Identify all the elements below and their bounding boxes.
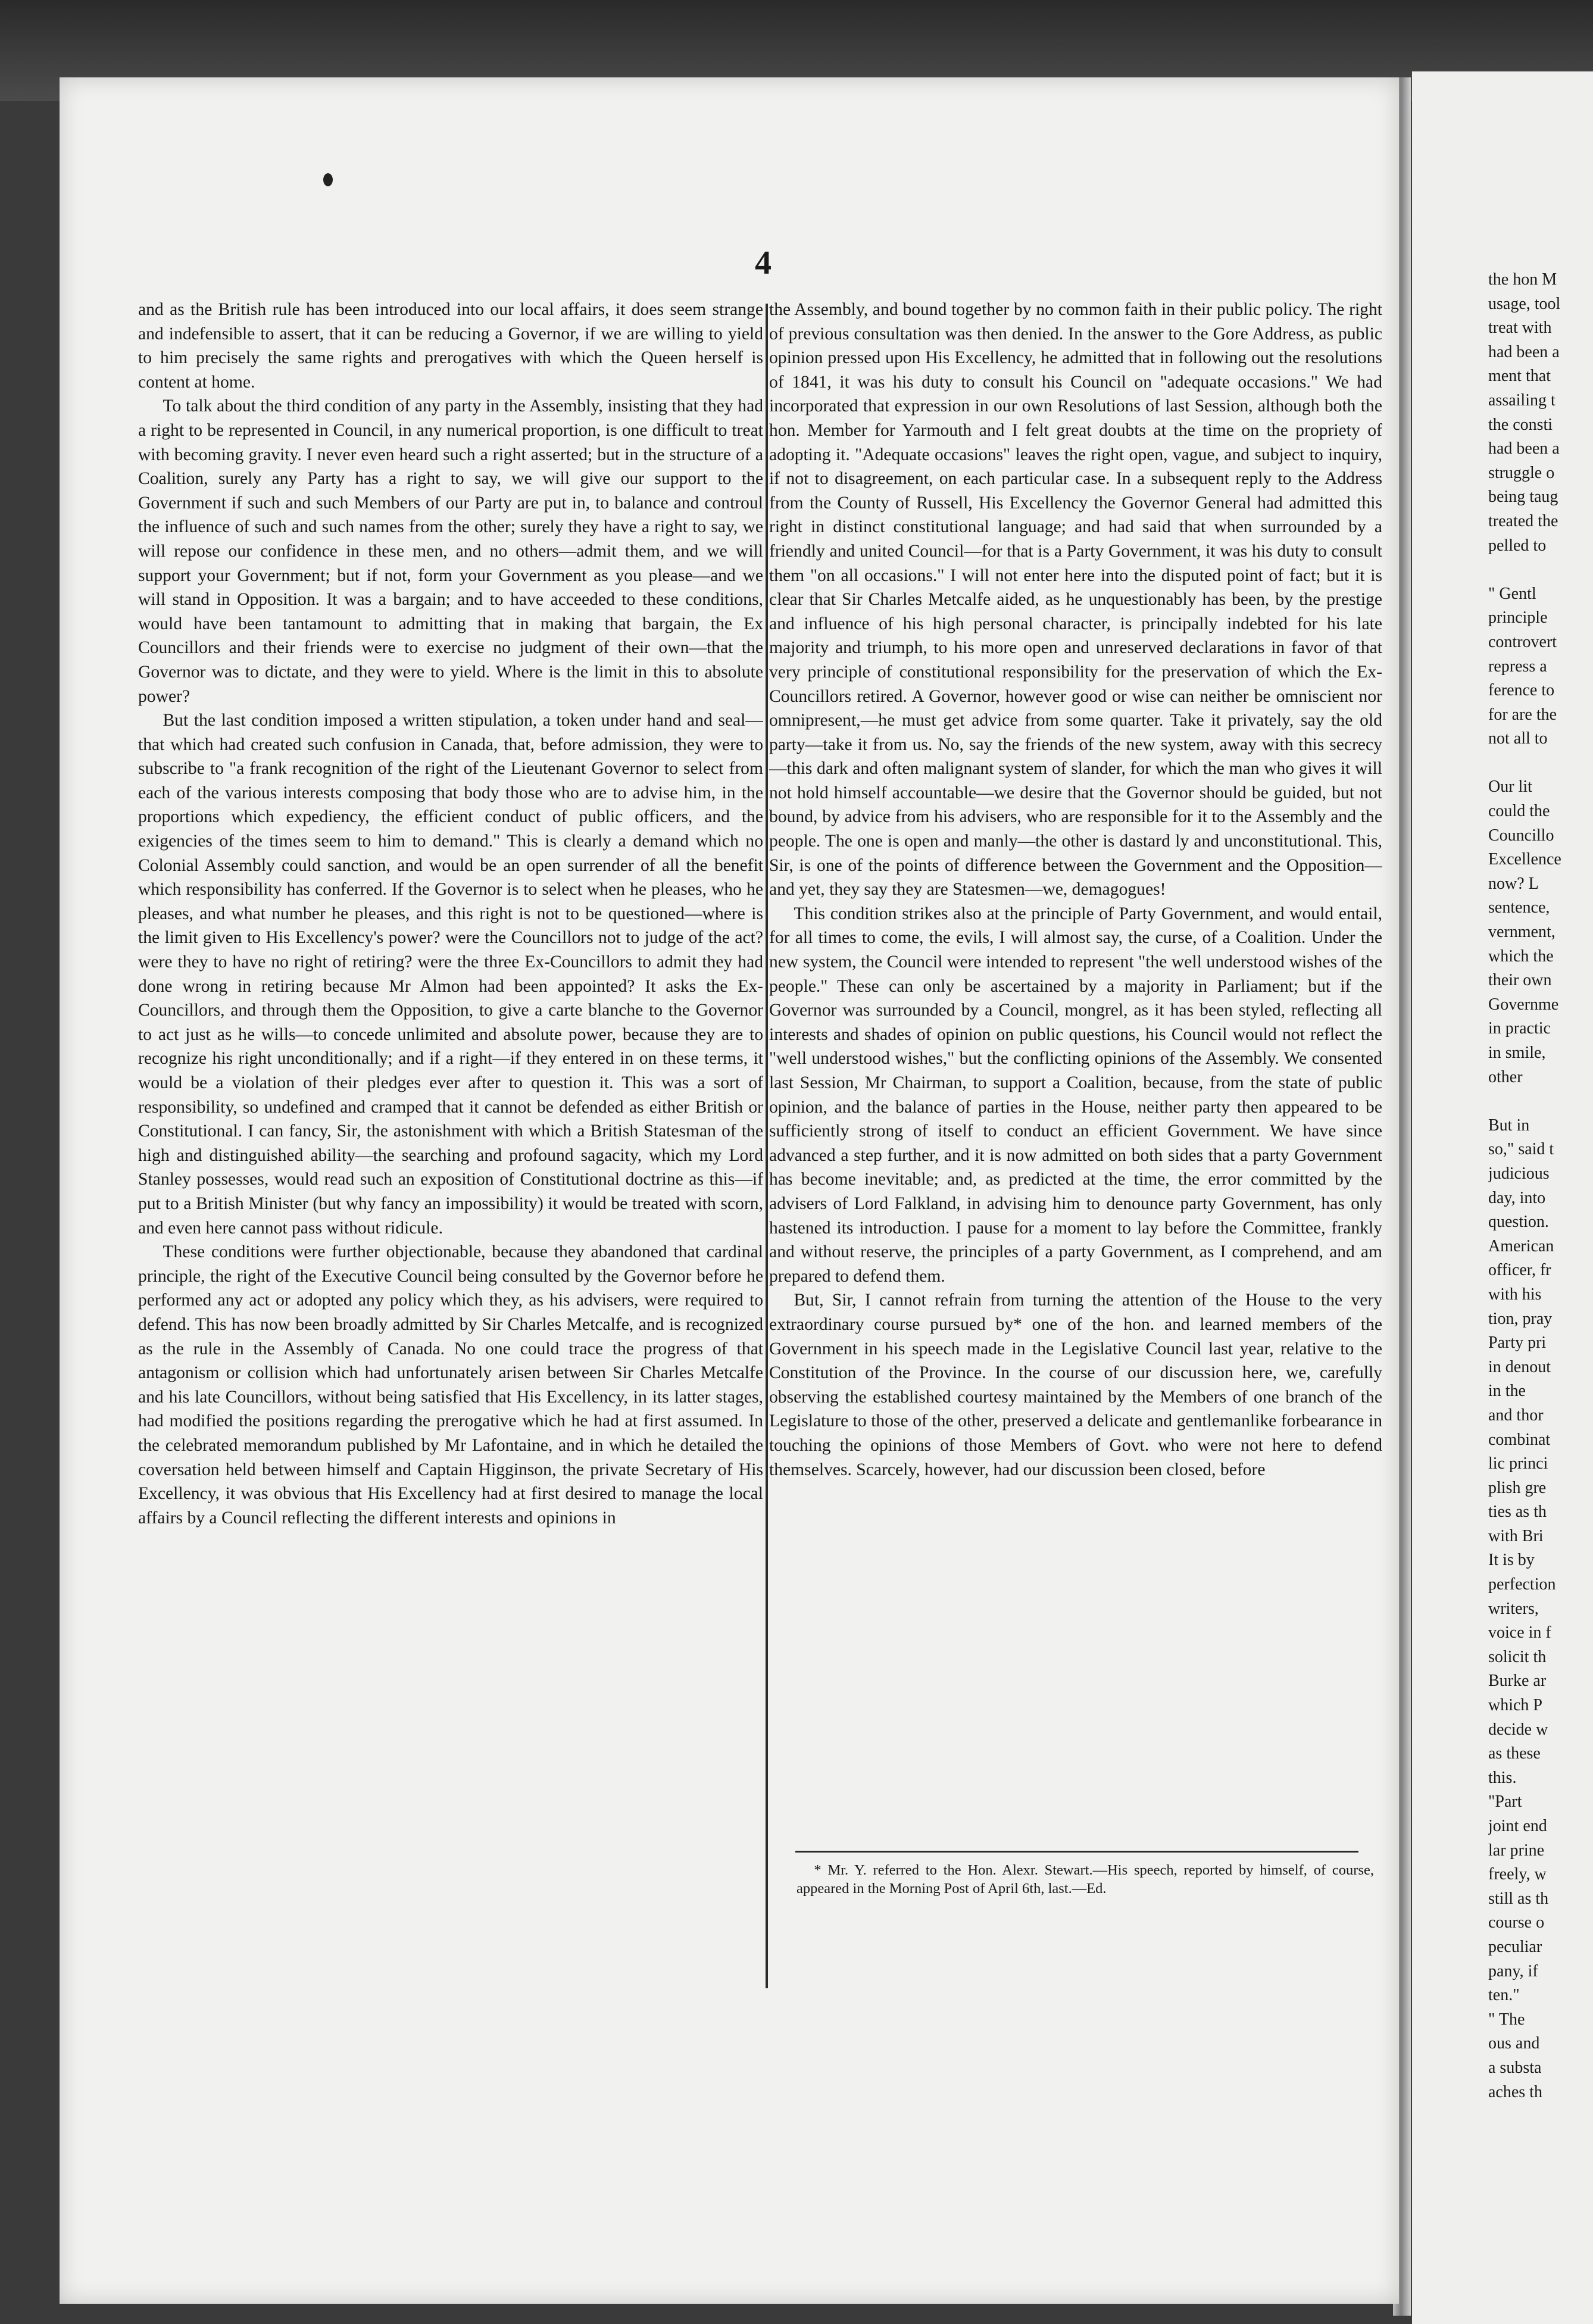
footnote-text: * Mr. Y. referred to the Hon. Alexr. Stewart.—His speech, reported by himself, of course, appeared in the Morning Post of April 6th, last.—Ed. (796, 1862, 1374, 1897)
right-page-line: course o (1488, 1913, 1545, 1932)
right-page-line: had been a (1488, 439, 1560, 458)
right-page-line: their own (1488, 971, 1552, 990)
right-page-line: so," said t (1488, 1140, 1554, 1159)
right-page-line: combinat (1488, 1430, 1551, 1449)
right-page-line: ten." (1488, 1986, 1520, 2005)
right-page-line: treat with (1488, 318, 1552, 338)
right-page-line: perfection (1488, 1575, 1556, 1594)
right-page-line: assailing t (1488, 391, 1555, 410)
right-page-line: It is by (1488, 1551, 1535, 1570)
right-page-line (1488, 558, 1593, 582)
middle-paragraph: But, Sir, I cannot refrain from turning the attention of the House to the very extraordinary course pursued by* one of the hon. and learned members of the Government in his speech made in the Legislative Council last year, relative to the Constitution of the Province. In the course of our discussion here, we, carefully observing the established courtesy maintained by the Members of one branch of the Legislature to those of the other, preserved a delicate and gentlemanlike forbearance in touching the opinions of those Members of Govt. who were not here to defend themselves. Scarcely, however, had our discussion been closed, before (769, 1291, 1382, 1479)
right-page-line: plish gre (1488, 1478, 1547, 1497)
footnote (796, 1861, 1374, 1898)
right-page-line: peculiar (1488, 1937, 1542, 1956)
right-page-line: in denout (1488, 1357, 1551, 1376)
middle-paragraph: the Assembly, and bound together by no common faith in their public policy. The right of previous consultation was then denied. In the answer to the Gore Address, as public opinion pressed upon His Excellency, he admitted that in following out the resolutions of 1841, it was his duty to consult his Council on "adequate occasions." We had incorporated that expression in our own Resolutions of last Session, although both the hon. Member for Yarmouth and I felt great doubts at the time on the propriety of adopting it. "Adequate occasions" leaves the right open, vague, and subject to inquiry, if not to disagreement, on each particular case. In a subsequent reply to the Address from the County of Russell, His Excellency the Governor General had admitted this right in distinct constitutional language; and had said that when surrounded by a friendly and united Council—for that is a Party Government, it was his duty to consult them "on all occasions." I will not enter here into the disputed point of fact; but it is clear that Sir Charles Metcalfe aided, as he unquestionably has been, by the prestige and influence of his high personal character, is principally indebted for his late majority and triumph, to his more open and unreserved declarations in favor of that very principle of constitutional responsibility for the preservation of which the Ex-Councillors retired. A Governor, however good or wise can neither be omniscient nor omnipresent,—he must get advice from some quarter. Take it privately, say the old party—take it from us. No, say the friends of the new system, away with this secrecy—this dark and often malignant system of slander, for which the man who gives it will not hold himself accountable—we desire that the Governor should be guided, but not bound, by advice from his advisers, who are responsible for it to the Assembly and the people. The one is open and manly—the other is dastard ly and unconstitutional. This, Sir, is one of the points of difference between the Government and the Opposition—and yet, they say they are Statesmen—we, demagogues! (769, 300, 1382, 899)
right-page-line: voice in f (1488, 1623, 1551, 1642)
right-page-line: vernment, (1488, 923, 1555, 942)
right-page-line: still as th (1488, 1889, 1549, 1908)
right-page-line: Councillo (1488, 826, 1554, 845)
right-page-line: with his (1488, 1285, 1542, 1304)
right-page-line: could the (1488, 802, 1550, 821)
right-page-line: which the (1488, 947, 1554, 966)
right-page-line: Party pri (1488, 1333, 1547, 1352)
right-page-line (1488, 1089, 1593, 1114)
right-page-line: joint end (1488, 1817, 1547, 1835)
right-page-line (1488, 751, 1593, 776)
right-page-line: controvert (1488, 632, 1557, 651)
page-number: 4 (755, 245, 771, 282)
right-page-line: question. (1488, 1213, 1549, 1232)
right-page-line: usage, tool (1488, 294, 1561, 313)
left-paragraph: and as the British rule has been introduced into our local affairs, it does seem strange and indefensible to assert, that it can be reducing a Governor, if we are willing to yield to him precisely the same rights and prerogatives with which the Queen herself is content at home. (138, 300, 763, 392)
right-page-line: tion, pray (1488, 1309, 1553, 1328)
right-page-line: pany, if (1488, 1961, 1538, 1981)
right-page-line: aches th (1488, 2082, 1542, 2101)
right-page-line: now? L (1488, 874, 1539, 893)
right-page-line: not all to (1488, 729, 1548, 748)
right-page-line: other (1488, 1067, 1523, 1086)
right-page-line: Our lit (1488, 777, 1532, 796)
right-page-line: lar prine (1488, 1841, 1545, 1860)
left-column (138, 298, 763, 1994)
right-page-line: Governme (1488, 995, 1559, 1014)
right-page-line: the hon M (1488, 270, 1557, 289)
right-page-line: treated the (1488, 511, 1558, 530)
left-paragraph: But the last condition imposed a written stipulation, a token under hand and seal—that which had created such confusion in Canada, that, before admission, they were to subscribe to "a frank recognition of the right of the Lieutenant Governor to select from each of the various interests composing that body those who are to advise him, in the proportions which expediency, the efficient conduct of public officers, and the exigencies of the times seem to him to demand." This is clearly a demand which no Colonial Assembly could sanction, and would be an open surrender of all the benefit which responsibility has conferred. If the Governor is to select when he pleases, who he pleases, and what number he pleases, and this right is not to be questioned—where is the limit given to His Excellency's power? were the Councillors not to judge of the act? were they to have no right of retiring? were the three Ex-Councillors to admit they had done wrong in retiring because Mr Almon had been appointed? It asks the Ex-Councillors, and through them the Opposition, to give a carte blanche to the Governor to act just as he wills—to concede unlimited and absolute power, because they are to recognize his right unconditionally; and if a right—if they entered in on these terms, it would be a violation of their pledges ever after to question it. This was a sort of responsibility, so undefined and cramped that it cannot be defended as either British or Constitutional. I can fancy, Sir, the astonishment with which a British Statesman of the high and distinguished ability—the searching and profound sagacity, which my Lord Stanley possesses, would read such an exposition of Constitutional doctrine as this—if put to a British Minister (but why fancy an impossibility) it would be treated with scorn, and even here cannot pass without ridicule. (138, 711, 763, 1238)
right-page-line: which P (1488, 1696, 1542, 1715)
right-page-line: But in (1488, 1116, 1530, 1135)
right-page-line: day, into (1488, 1188, 1546, 1207)
right-page-line: in smile, (1488, 1044, 1546, 1062)
right-page-line: " Gentl (1488, 584, 1536, 603)
right-page-line: ment that (1488, 367, 1551, 386)
right-page-line: "Part (1488, 1792, 1522, 1811)
column-divider (766, 304, 768, 1988)
right-page-line: ous and (1488, 2034, 1540, 2053)
right-page-line: ference to (1488, 681, 1555, 700)
right-page-line: this. (1488, 1768, 1517, 1787)
right-page-line: Excellence (1488, 850, 1561, 869)
right-page-line: being taug (1488, 488, 1558, 507)
right-page-line: sentence, (1488, 898, 1550, 917)
middle-paragraph: This condition strikes also at the principle of Party Government, and would entail, for all times to come, the evils, I will almost say, the curse, of a Coalition. Under the new system, the Council were intended to represent "the well understood wishes of the people." These can only be ascertained by a majority in Parliament; but if the Governor was surrounded by a Council, mongrel, as it has been styled, reflecting all interests and shades of opinion on public questions, his Council would not reflect the "well understood wishes," but the conflicting opinions of the Assembly. We consented last Session, Mr Chairman, to support a Coalition, because, from the state of public opinion, and the balance of parties in the House, neither party then appeared to be sufficiently strong of itself to conduct an efficient Government. We have since advanced a step further, and it is now admitted on both sides that a party Government has become inevitable; and, as predicted at the time, the error committed by the advisers of Lord Falkland, in advising him to denounce party Government, has only hastened its introduction. I pause for a moment to lay before the Committee, frankly and without reserve, the principles of a party Government, as I comprehend, and am prepared to defend them. (769, 904, 1382, 1286)
right-page-line: as these (1488, 1744, 1541, 1763)
right-page-line: officer, fr (1488, 1261, 1551, 1280)
right-page-line: American (1488, 1236, 1554, 1255)
right-page-line: in practic (1488, 1019, 1551, 1038)
right-page-line: Burke ar (1488, 1672, 1547, 1691)
right-page-line: decide w (1488, 1720, 1548, 1739)
right-page-line: ties as th (1488, 1503, 1547, 1522)
right-page-line: a substa (1488, 2058, 1542, 2077)
right-page-line: the consti (1488, 415, 1553, 434)
ink-mark (323, 173, 333, 186)
right-page-line: " The (1488, 2010, 1525, 2029)
right-page-line: in the (1488, 1382, 1526, 1401)
right-page-line: writers, (1488, 1599, 1539, 1618)
right-page-line: and thor (1488, 1405, 1544, 1425)
middle-column (769, 298, 1382, 1845)
right-page-line: struggle o (1488, 463, 1555, 482)
right-page-line: pelled to (1488, 536, 1547, 555)
right-page-line: solicit th (1488, 1647, 1547, 1666)
right-page-line: with Bri (1488, 1526, 1544, 1545)
right-page-line: judicious (1488, 1164, 1550, 1183)
right-page-line: lic princi (1488, 1454, 1548, 1473)
right-page-column-fragments (1488, 268, 1593, 2104)
left-paragraph: These conditions were further objectionable, because they abandoned that cardinal principle, the right of the Executive Council being consulted by the Governor before he performed any act or adopted any policy which they, as his advisers, were required to defend. This has now been broadly admitted by Sir Charles Metcalfe, and is recognized as the rule in the Assembly of Canada. No one could trace the progress of that antagonism or collision which had unfortunately arisen between Sir Charles Metcalfe and his late Councillors, without being satisfied that His Excellency, in its latter stages, had modified the positions regarding the prerogative which he had at first assumed. In the celebrated memorandum published by Mr Lafontaine, and in which he detailed the coversation held between himself and Captain Higginson, the private Secretary of His Excellency, it was obvious that His Excellency had at first desired to manage the local affairs by a Council reflecting the different interests and opinions in (138, 1242, 763, 1528)
right-page-line: repress a (1488, 657, 1547, 676)
right-page-line: principle (1488, 608, 1548, 627)
left-paragraph: To talk about the third condition of any party in the Assembly, insisting that they had a right to be represented in Council, in any numerical proportion, is one difficult to treat with becoming gravity. I never even heard such a right asserted; but in the structure of a Coalition, surely any Party has a right to say, we will give our support to the Government if such and such Members of our Party are put in, to balance and controul the influence of such and such names from the other; surely they have a right to say, we will repose our confidence in these men, and no others—admit them, and we will support your Government; but if not, form your Government as you please—and we will stand in Opposition. It was a bargain; and to have acceeded to these conditions, would have been tantamount to admitting that in making that bargain, the Ex Councillors and their friends were to exercise no judgment of their own—that the Governor was to dictate, and they were to yield. Where is the limit in this to absolute power? (138, 396, 763, 706)
right-page-line: had been a (1488, 342, 1560, 361)
footnote-rule (795, 1851, 1358, 1853)
right-page-line: for are the (1488, 705, 1557, 724)
right-page-line: freely, w (1488, 1865, 1547, 1884)
